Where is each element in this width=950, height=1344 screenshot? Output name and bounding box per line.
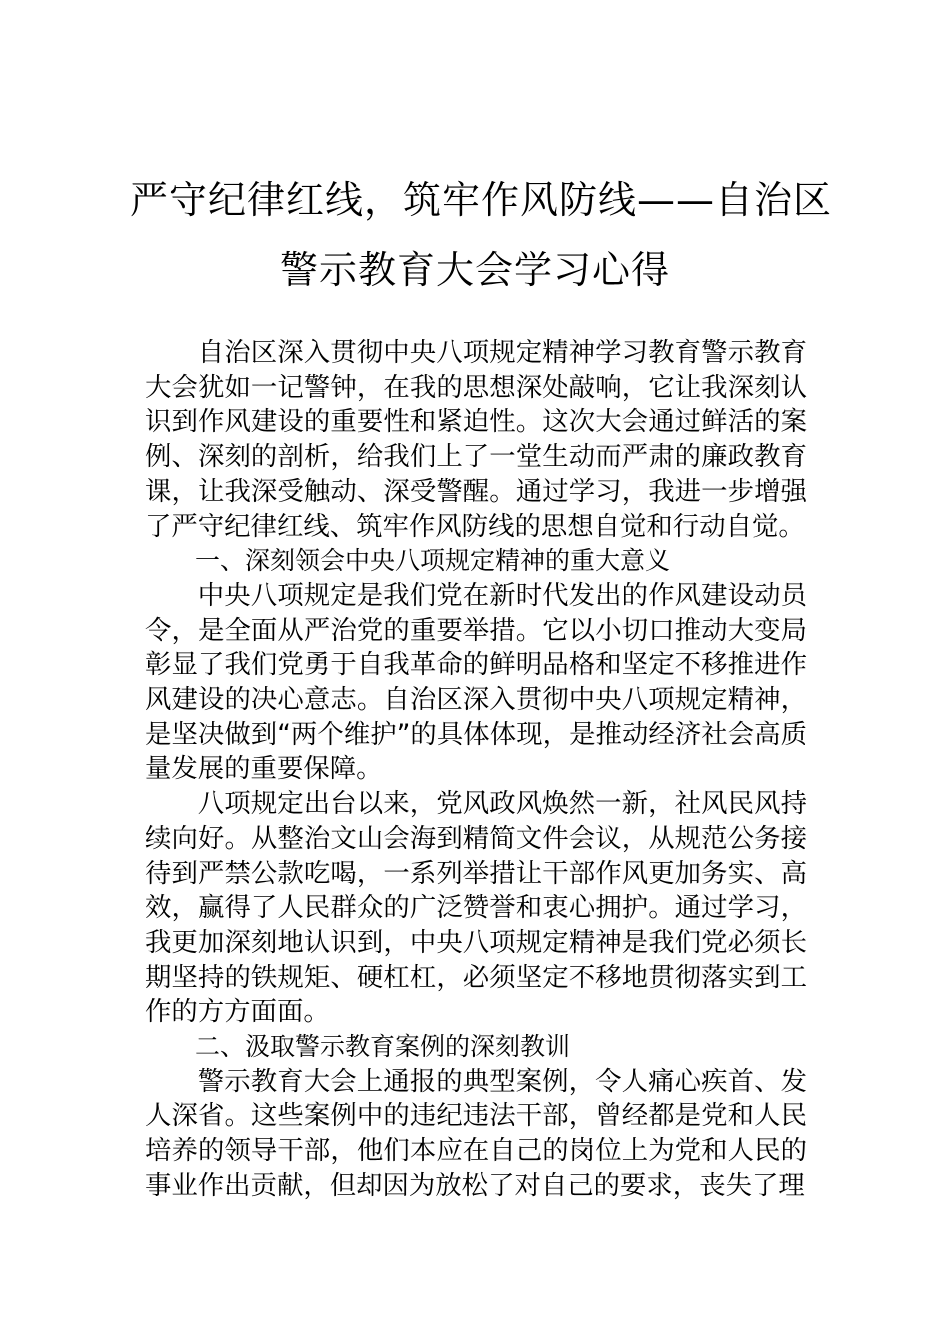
section-heading-1: 一、深刻领会中央八项规定精神的重大意义 <box>195 546 671 576</box>
paragraph-intro: 自治区深入贯彻中央八项规定精神学习教育警示教育大会犹如一记警钟，在我的思想深处敲响，它让我深刻认识到作风建设的重要性和紧迫性。这次大会通过鲜活的案例、深刻的剖析，给我们上了一堂生动而严肃的廉政教育课，让我深受触动、深受警醒。通过学习，我进一步增强了严守纪律红线、筑牢作风防线的思想自觉和行动自觉。 <box>145 337 807 542</box>
section-heading-2: 二、汲取警示教育案例的深刻教训 <box>195 1032 571 1062</box>
document-title-line-2: 警示教育大会学习心得 <box>279 248 670 292</box>
paragraph-section1-a: 中央八项规定是我们党在新时代发出的作风建设动员令，是全面从严治党的重要举措。它以小切口推动大变局彰显了我们党勇于自我革命的鲜明品格和坚定不移推进作风建设的决心意志。自治区深入贯彻中央八项规定精神，是坚决做到“两个维护”的具体体现，是推动经济社会高质量发展的重要保障。 <box>145 579 807 785</box>
paragraph-section1-b: 八项规定出台以来，党风政风焕然一新，社风民风持续向好。从整治文山会海到精简文件会议，从规范公务接待到严禁公款吃喝，一系列举措让干部作风更加务实、高效，赢得了人民群众的广泛赞誉和衷心拥护。通过学习，我更加深刻地认识到，中央八项规定精神是我们党必须长期坚持的铁规矩、硬杠杠，必须坚定不移地贯彻落实到工作的方方面面。 <box>145 788 807 1028</box>
document-title-line-1: 严守纪律红线，筑牢作风防线——自治区 <box>130 178 833 222</box>
paragraph-section2-a: 警示教育大会上通报的典型案例，令人痛心疾首、发人深省。这些案例中的违纪违法干部，曾经都是党和人民培养的领导干部，他们本应在自己的岗位上为党和人民的事业作出贡献，但却因为放松了对自己的要求，丧失了理 <box>145 1065 807 1201</box>
document-body <box>145 336 807 1204</box>
